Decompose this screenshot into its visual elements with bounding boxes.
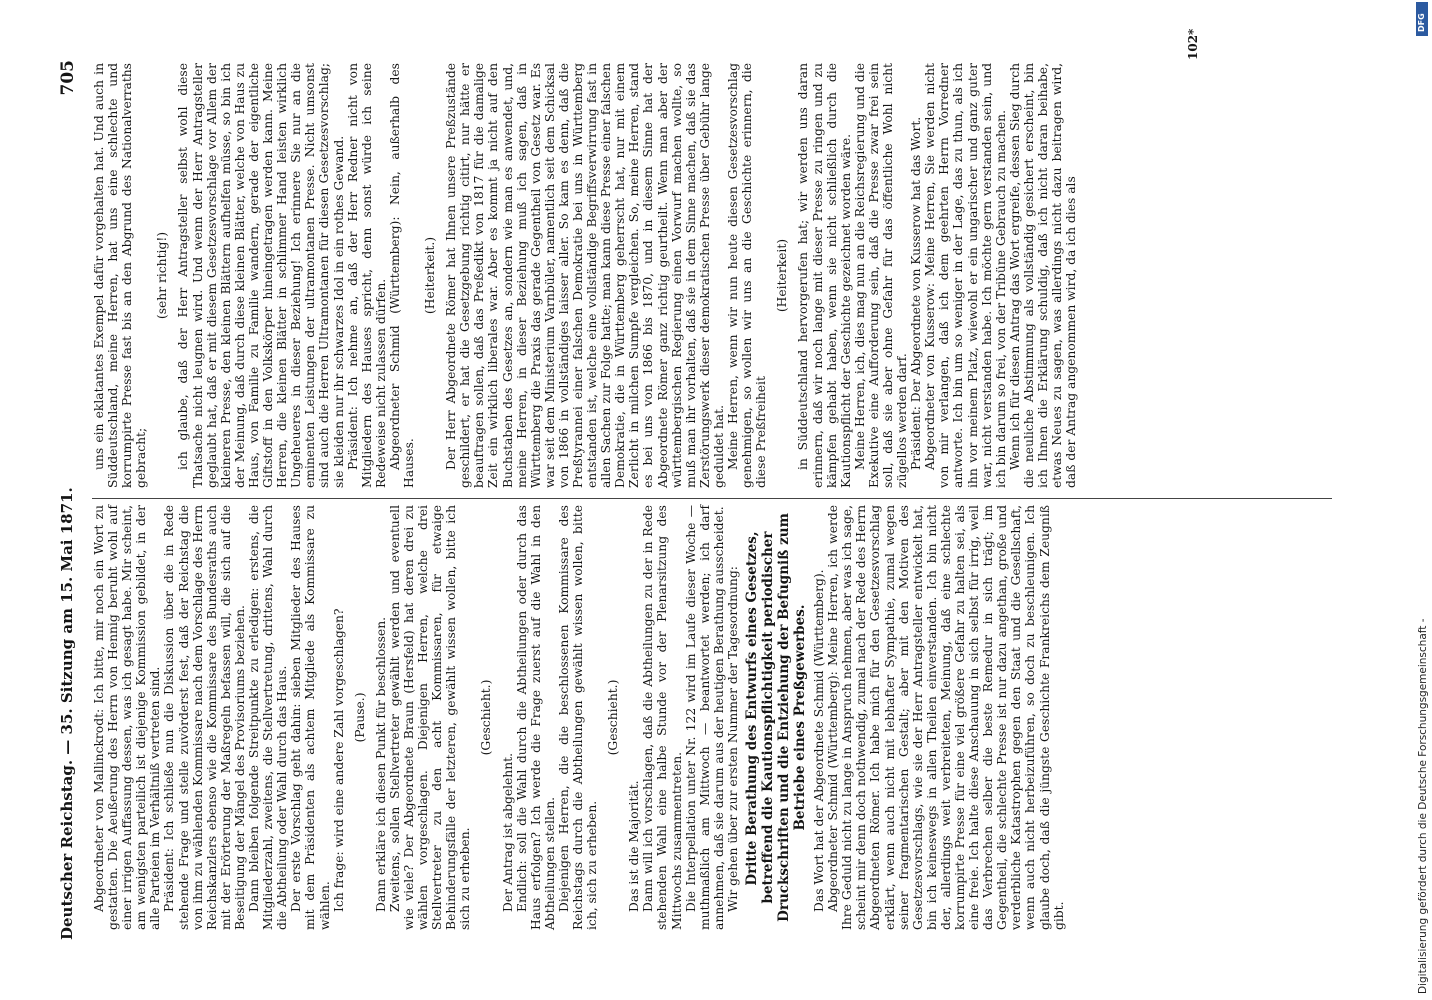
paragraph: Wir gehen über zur ersten Nummer der Tagesordnung: (725, 566, 740, 912)
page-header (58, 60, 84, 940)
stage-direction: (Pause.) (352, 692, 367, 743)
dfg-logo-text: DFG (1417, 13, 1426, 32)
stage-direction: (Geschieht.) (479, 679, 494, 756)
paragraph: Endlich: soll die Wahl durch die Abtheilungen oder durch das Haus erfolgen? Ich werde die Frage zuerst auf die Wahl in den Abtheilungen stellen. (514, 505, 557, 930)
paragraph: Der erste Vorschlag geht dahin: sieben Mitglieder des Hauses mit dem Präsidenten als achtem Mitgliede als Kommissare zu wählen. (289, 505, 332, 930)
stage-direction: (Heiterkeit) (775, 238, 790, 313)
sidebar-credit (1415, 0, 1429, 1000)
paragraph: Abgeordneter von Mallinckrodt: Ich bitte, mir noch ein Wort zu gestatten. Die Aeußerung des Herrn von Hennig beruht wohl auf einer irrigen Auffassung dessen, was ich gesagt habe. Mir scheint, am wenigsten parteilich ist diejenige Kommission gebildet, in der alle Parteien im Verhältniß vertreten sind. (92, 505, 163, 930)
paragraph: Ich frage: wird eine andere Zahl vorgeschlagen? (331, 608, 346, 912)
paragraph: Der Antrag ist abgelehnt. (500, 752, 515, 912)
agenda-heading: Dritte Berathung des Entwurfs eines Gesetzes, betreffend die Kautionspflichtigkeit periodischer Druckschriften und die Entziehung der Befugniß zum Betriebe eines Preßgewerbes. (744, 513, 809, 922)
column-divider (92, 498, 1332, 499)
running-head: Deutscher Reichstag. — 35. Sitzung am 15. Mai 1871. (58, 487, 76, 940)
paragraph: uns ein eklatantes Exempel dafür vorgehalten hat. Und auch in Süddeutschland, meine Herren, hat uns eine schlechte und korrumpirte Presse fast bis an den Abgrund des Nationalverraths gebracht; (92, 63, 149, 488)
paragraph: Die Interpellation unter Nr. 122 wird im Laufe dieser Woche — muthmaßlich am Mittwoch — beantwortet werden; ich darf annehmen, daß sie darum aus der heutigen Berathung ausscheidet. (683, 505, 726, 930)
digitization-credit: Digitalisierung gefördert durch die Deutsche Forschungsgemeinschaft - (1417, 618, 1429, 994)
paragraph: Wenn ich für diesen Antrag das Wort ergreife, dessen Sieg durch die neuliche Abstimmung als vollständig gesichert erscheint, bin ich Ihnen die Erklärung schuldig, daß ich nicht daran beihabe, etwas Neues zu sagen, was allerdings nicht dazu beitragen wird, daß der Antrag angenommen wird, da ich dies als (1007, 63, 1079, 488)
paragraph: in Süddeutschland hervorgerufen hat; wir werden uns daran erinnern, daß wir noch lange mit dieser Presse zu ringen und zu kämpfen gehabt haben, wenn sie nicht schließlich durch die Kautionspflicht der Geschichte gezeichnet worden wäre. (796, 63, 853, 488)
stage-direction: (sehr richtig!) (155, 231, 170, 320)
paragraph: Das ist die Majorität. (627, 780, 642, 912)
paragraph: Der Herr Abgeordnete Römer hat Ihnen unsere Preßzustände geschildert, er hat die Gesetzgebung richtig citirt, nur hätte er beauftragen sollen, daß das Preßedikt von 1817 für die damalige Zeit ein wirklich liberales war. Aber es kommt ja nicht auf den Buchstaben des Gesetzes an, sondern wie man es anwendet, und, meine Herren, in dieser Beziehung muß ich sagen, daß in Württemberg die Praxis das gerade Gegentheil von Gesetz war. Es war seit dem Ministerium Varnbüler, namentlich seit dem Schicksal von 1866 in vollständiges laisser aller. So kam es denn, daß die Preßtyrannei einer falschen Demokratie bei uns in Württemberg entstanden ist, welche eine vollständige Begriffsverwirrung fast in allen Sachen zur Folge hatte; man kann diese Presse einer falschen Demokratie, die in Württemberg geherrscht hat, nur mit einem Zerlicht in milchen Sumpfe vergleichen. So, meine Herren, stand es bei uns von 1866 bis 1870, und in diesem Sinne hat der Abgeordnete Römer ganz richtig geurtheilt. Wenn man aber der württembergischen Regierung einen Vorwurf machen wollte, so muß man ihr vorhalten, daß sie in dem Sinne machen, daß sie das Zerstörungswerk dieser demokratischen Presse über Gebühr lange geduldet hat. (444, 63, 726, 488)
paragraph: Dann will ich vorschlagen, daß die Abtheilungen zu der in Rede stehenden Wahl eine halbe Stunde vor der Plenarsitzung des Mittwochs zusammentreten. (641, 505, 684, 930)
paragraph: Präsident: Ich nehme an, daß der Herr Redner nicht von Mitgliedern des Hauses spricht, denn sonst würde ich seine Redeweise nicht zulassen dürfen. (345, 63, 388, 488)
page-number: 705 (58, 60, 78, 96)
paragraph: Zweitens, sollen Stellvertreter gewählt werden und eventuell wie viele? Der Abgeordnete Braun (Hersfeld) hat deren drei zu wählen vorgeschlagen. Diejenigen Herren, welche drei Stellvertreter zu den acht Kommissaren, für etwaige Behinderungsfälle der letzteren, gewählt wissen wollen, bitte ich sich zu erheben. (387, 505, 473, 930)
paragraph: Dann erkläre ich diesen Punkt für beschlossen. (373, 616, 388, 912)
paragraph: ich glaube, daß der Herr Antragsteller selbst wohl diese Thatsache nicht leugnen wird. Und wenn der Herr Antragsteller geglaubt hat, daß er mit diesem Gesetzesvorschlage vor Allem der kleineren Presse, den kleinen Blättern aufhelfen müsse, so bin ich der Meinung, daß durch diese kleinen Blätter, welche von Haus zu Haus, von Familie zu Familie wandern, gerade der eigentliche Giftstoff in den Volkskörper hineingetragen werden kann. Meine Herren, die kleinen Blätter in schlimmer Hand leisten wirklich Ungeheueres in dieser Beziehung! Ich erinnere Sie nur an die eminenten Leistungen der ultramontanen Presse. Nicht umsonst sind auch die Herren Ultramontanen für diesen Gesetzesvorschlag; sie kleiden nur ihr schwarzes Idol in ein rothes Gewand. (176, 63, 346, 488)
paragraph: Meine Herren, wenn wir nun heute diesen Gesetzesvorschlag genehmigen, so wollen wir uns an die Geschichte erinnern, die diese Preßfreiheit (726, 63, 769, 488)
paragraph: Das Wort hat der Abgeordnete Schmid (Württemberg). (812, 569, 827, 912)
right-column (92, 63, 1078, 488)
paragraph: Präsident: Der Abgeordnete von Kusserow hat das Wort. (909, 116, 924, 470)
paragraph: Abgeordneter von Kusserow: Meine Herren, Sie werden nicht von mir verlangen, daß ich dem geehrten Herrn Vorredner antworte. Ich bin um so weniger in der Lage, das zu thun, als ich ihn vor meinem Platz, wiewohl er ein ungarischer und ganz guter war, nicht verstanden habe. Ich möchte gern verstanden sein, und ich bin darum so frei, von der Tribüne Gebrauch zu machen. (923, 63, 1008, 488)
stage-direction: (Heiterkeit.) (423, 236, 438, 315)
signature-mark: 102* (1186, 28, 1200, 60)
dfg-logo (1416, 2, 1428, 36)
paragraph: Abgeordneter Schmid (Württemberg): Nein, außerhalb des Hauses. (387, 63, 416, 488)
stage-direction: (Geschieht.) (606, 679, 621, 756)
paragraph: Dann bleiben folgende Streitpunkte zu erledigen: erstens, die Mitgliederzahl, zweitens, die Stellvertretung, drittens, Wahl durch die Abtheilung oder Wahl durch das Haus. (247, 505, 290, 930)
paragraph: Meine Herren, ich, dies mag nun an die Reichsregierung und die Exekutive eine Aufforderung sein, daß die Presse zwar frei sein soll, daß sie aber ohne Gefahr für das öffentliche Wohl nicht zügellos werden darf. (852, 63, 910, 488)
left-column (92, 505, 1066, 930)
paragraph: Diejenigen Herren, die die beschlossenen Kommissare des Reichstags durch die Abtheilungen gewählt wissen wollen, bitte ich, sich zu erheben. (556, 505, 600, 930)
paragraph: Präsident: Ich schließe nun die Diskussion über die in Rede stehende Frage und stelle zuvörderst fest, daß der Reichstag die von ihm zu wählenden Kommissare nach dem Vorschlage des Herrn Reichskanzlers ebenso wie die Kommissare des Bundesraths auch mit der Erörterung der Maßregeln befassen will, die sich auf die Beseitigung der Mängel des Provisoriums beziehen. (162, 505, 247, 930)
paragraph: Abgeordneter Schmid (Württemberg): Meine Herren, ich werde Ihre Geduld nicht zu lange in Anspruch nehmen, aber was ich sage, scheint mir denn doch nothwendig, zumal nach der Rede des Herrn Abgeordneten Römer. Ich habe mich für den Gesetzesvorschlag erklärt, wenn auch nicht mit lebhafter Sympathie, zumal wegen seiner fragmentarischen Gestalt; aber mit den Motiven des Gesetzesvorschlags, wie sie der Herr Antragsteller entwickelt hat, bin ich keineswegs in allen Theilen einverstanden. Ich bin nicht der, allerdings weit verbreiteten, Meinung, daß eine schlechte korrumpirte Presse für eine viel größere Gefahr zu halten sei, als eine freie. Ich halte diese Anschauung in sich selbst für irrig, weil das Verbrechen selber die beste Remedur in sich trägt; im Gegentheil, die schlechte Presse ist nur dazu angethan, große und verderbliche Katastrophen gegen den Staat und die Gesellschaft, wenn auch nicht herbeizuführen, so doch zu beschleunigen. Ich glaube doch, daß die jüngste Geschichte Frankreichs dem Zeugniß gibt. (826, 505, 1066, 930)
